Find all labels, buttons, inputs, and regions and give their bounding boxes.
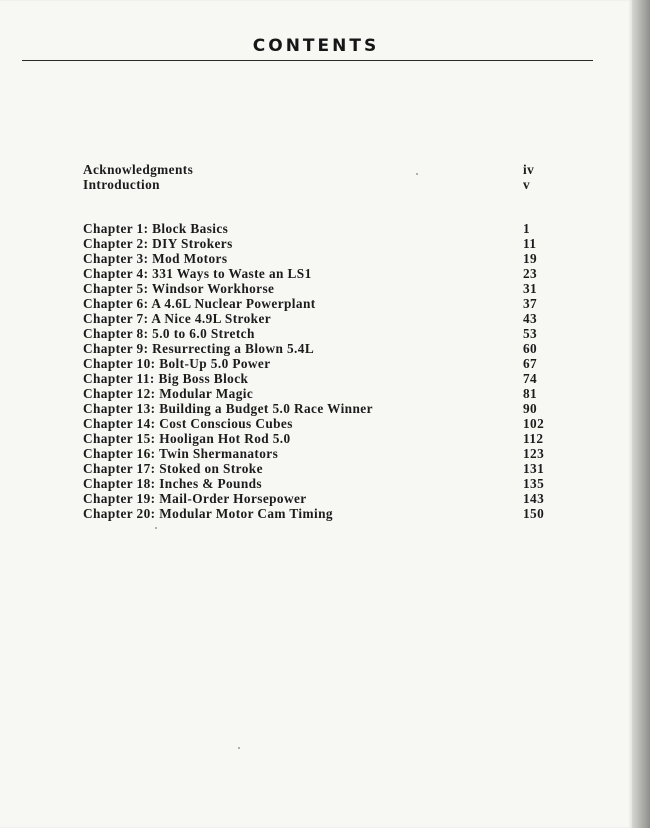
toc-entry-title: Chapter 17: Stoked on Stroke — [83, 461, 263, 476]
toc-entry-page: 43 — [523, 311, 538, 326]
toc-entry-title: Chapter 4: 331 Ways to Waste an LS1 — [83, 266, 312, 281]
toc-entry-title: Introduction — [83, 177, 160, 192]
toc-entry-title: Chapter 18: Inches & Pounds — [83, 476, 263, 491]
toc-entry-chapter — [83, 296, 553, 311]
toc-entry-chapter — [83, 506, 553, 521]
toc-entry-page: iv — [523, 162, 535, 177]
toc-entry-chapter — [83, 266, 553, 281]
toc-entry-chapter — [83, 311, 553, 326]
toc-entry-title: Chapter 12: Modular Magic — [83, 386, 254, 401]
toc-entry-title: Chapter 19: Mail-Order Horsepower — [83, 491, 307, 506]
toc-entry-chapter — [83, 491, 553, 506]
toc-entry-page: 74 — [523, 371, 538, 386]
toc-entry-title: Chapter 8: 5.0 to 6.0 Stretch — [83, 326, 255, 341]
paper-speck — [155, 527, 157, 529]
toc-entry-page: 67 — [523, 356, 538, 371]
page-edge-shadow — [632, 0, 650, 828]
toc-entry-page: 143 — [523, 491, 545, 506]
toc-entry-page: 11 — [523, 236, 537, 251]
toc-entry-chapter — [83, 386, 553, 401]
toc-entry-title: Chapter 20: Modular Motor Cam Timing — [83, 506, 333, 521]
toc-entry-page: 131 — [523, 461, 545, 476]
toc-entry-page: 37 — [523, 296, 538, 311]
toc-entry-title: Chapter 3: Mod Motors — [83, 251, 228, 266]
toc-entry-title: Chapter 10: Bolt-Up 5.0 Power — [83, 356, 271, 371]
toc-entry-page: 23 — [523, 266, 538, 281]
toc-entry-title: Chapter 16: Twin Shermanators — [83, 446, 279, 461]
page-title: CONTENTS — [252, 36, 380, 56]
toc-entry-chapter — [83, 446, 553, 461]
toc-entry-page: 90 — [523, 401, 538, 416]
toc-entry-title: Chapter 2: DIY Strokers — [83, 236, 233, 251]
toc-entry-chapter — [83, 431, 553, 446]
toc-entry-title: Chapter 7: A Nice 4.9L Stroker — [83, 311, 272, 326]
toc-entry-page: 81 — [523, 386, 538, 401]
toc-entry-chapter — [83, 356, 553, 371]
toc-entry-chapter — [83, 401, 553, 416]
toc-entry-title: Chapter 1: Block Basics — [83, 221, 229, 236]
toc-entry-title: Chapter 15: Hooligan Hot Rod 5.0 — [83, 431, 291, 446]
title-rule — [22, 60, 593, 61]
toc-entry-chapter — [83, 461, 553, 476]
toc-entry-page: 60 — [523, 341, 538, 356]
toc-entry-title: Chapter 5: Windsor Workhorse — [83, 281, 275, 296]
toc-entry-page: 102 — [523, 416, 545, 431]
toc-entry-chapter — [83, 236, 553, 251]
toc-entry-page: 31 — [523, 281, 538, 296]
toc-entry-chapter — [83, 221, 553, 236]
toc-entry-page: 53 — [523, 326, 538, 341]
toc-entry-chapter — [83, 476, 553, 491]
toc-entry-page: 1 — [523, 221, 531, 236]
toc-entry-title: Chapter 13: Building a Budget 5.0 Race Winner — [83, 401, 373, 416]
toc-entry-chapter — [83, 251, 553, 266]
toc-entry-title: Chapter 6: A 4.6L Nuclear Powerplant — [83, 296, 316, 311]
toc-entry-title: Chapter 9: Resurrecting a Blown 5.4L — [83, 341, 315, 356]
toc-entry-title: Chapter 14: Cost Conscious Cubes — [83, 416, 293, 431]
toc-entry-introduction — [83, 177, 553, 192]
toc-entry-page: v — [523, 177, 531, 192]
paper-speck — [238, 747, 240, 749]
toc-entry-chapter — [83, 326, 553, 341]
toc-entry-page: 112 — [523, 431, 544, 446]
toc-entry-page: 150 — [523, 506, 545, 521]
toc-entry-page: 135 — [523, 476, 545, 491]
toc-entry-chapter — [83, 341, 553, 356]
toc-entry-chapter — [83, 281, 553, 296]
toc-entry-page: 123 — [523, 446, 545, 461]
toc-entry-title: Acknowledgments — [83, 162, 194, 177]
toc-entry-acknowledgments — [83, 162, 553, 177]
toc-entry-chapter — [83, 371, 553, 386]
paper-speck — [416, 173, 418, 175]
toc-entry-page: 19 — [523, 251, 538, 266]
toc-entry-chapter — [83, 416, 553, 431]
toc-entry-title: Chapter 11: Big Boss Block — [83, 371, 249, 386]
